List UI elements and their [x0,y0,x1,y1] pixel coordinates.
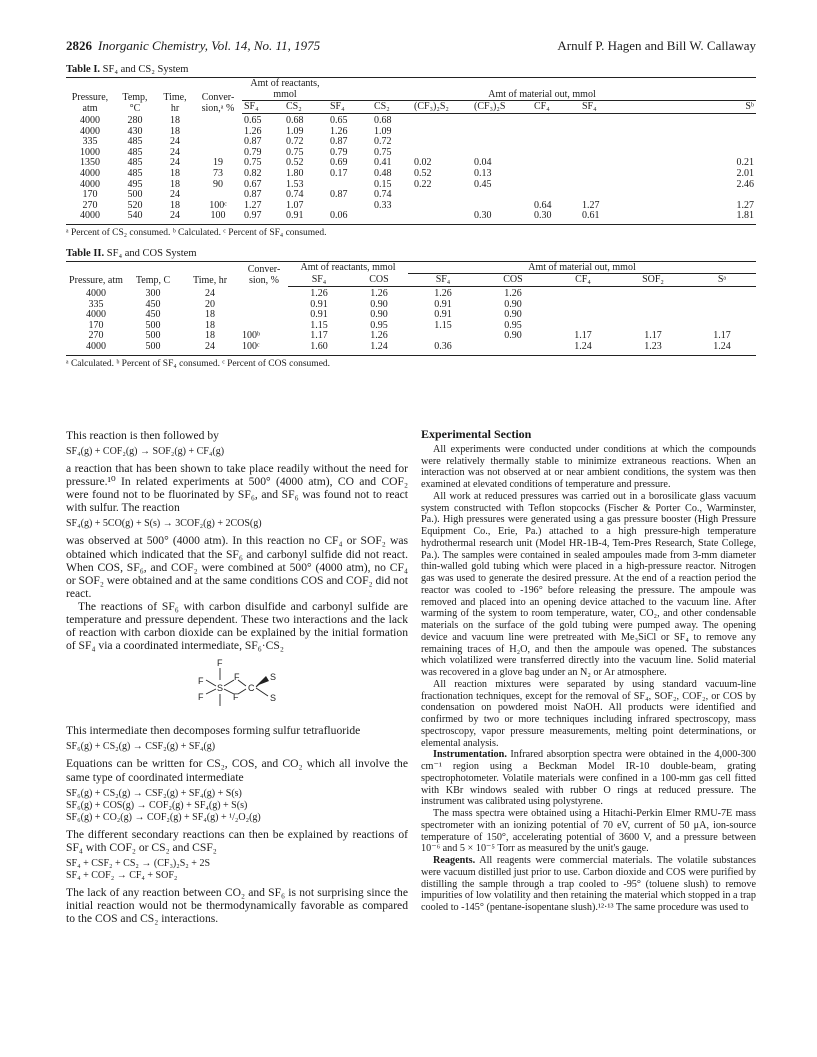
t1-col-header: Time, hr [156,78,194,114]
t1-col-header: (CF₃)₂S [472,101,532,114]
table-cell: 1.17 [574,330,592,342]
table-cell [580,114,628,127]
table-cell: 1.24 [688,342,756,355]
table-cell: 0.91 [434,298,452,310]
t2-col-header: Pressure, atm [66,261,126,286]
table-cell: 0.36 [408,342,478,355]
right-column [421,429,756,925]
journal-citation: Inorganic Chemistry, Vol. 14, No. 11, 1975 [98,38,321,53]
t2-group-out: Amt of material out, mmol [408,261,756,273]
table-cell: 0.17 [330,167,348,179]
body-columns [66,429,756,925]
atom-label: F [198,676,204,687]
table-cell: 1350 [80,157,100,169]
table-cell: 335 [82,136,98,148]
table-cell: 1.09 [286,125,304,137]
table-cell: 485 [127,167,143,179]
table-cell: 1.15 [434,319,452,331]
table-cell: 2.46 [736,178,754,190]
table-cell: 24 [205,287,215,299]
paragraph: The mass spectra were obtained using a Hitachi-Perkin Elmer RMU-7E mass spectrometer with an ionizing potential of 70 eV, current of 50 μA, ion-source temperature of 150°, accelerating potential of 3600 V, and a pressure between 10⁻⁶ and 5 × 10⁻⁵ Torr as measured by the unit's gauge. [421,808,756,855]
table-cell: 24 [156,211,194,224]
table-cell: 0.91 [310,298,328,310]
molecule-diagram [186,656,306,720]
equation: SF₆(g) + CS₂(g) → CSF₂(g) + SF₄(g) + S(s) [66,787,242,799]
table-cell: 0.67 [244,178,262,190]
table-cell: 0.04 [474,157,492,169]
table-cell: 520 [127,199,143,211]
table-cell [618,300,688,311]
table-cell: 4000 [80,114,100,126]
table-cell: 485 [127,136,143,148]
table-cell: 100ᶜ [240,342,288,355]
table-cell: 0.90 [504,330,522,342]
table-cell: 1.27 [736,199,754,211]
table-cell: 4000 [80,125,100,137]
table-cell: 1.80 [286,167,304,179]
subheading: Instrumentation. [433,749,507,761]
table-cell: 500 [126,342,180,355]
left-column [66,429,408,925]
page-number: 2826 [66,38,92,53]
table-cell: 18 [205,319,215,331]
table-cell [688,286,756,299]
table-cell: 0.91 [310,309,328,321]
table-cell: 100ᶜ [209,199,227,211]
table-cell: 170 [82,189,98,201]
table-cell [628,137,756,148]
table-cell [240,310,288,321]
table2-label: Table II. [66,247,105,259]
table-cell: 0.61 [580,211,628,224]
table-cell: 0.72 [374,136,392,148]
subheading: Reagents. [433,855,476,866]
table-cell [548,286,618,299]
table-cell: 0.79 [244,146,262,158]
table-cell [532,158,580,169]
t1-col-header: Pressure, atm [66,78,114,114]
table-cell: 270 [82,199,98,211]
table-cell [412,114,472,127]
table-cell: 0.75 [244,157,262,169]
table-cell: 1.60 [288,342,350,355]
paragraph: The different secondary reactions can then be explained by reactions of SF₄ with COF₂ or CS₂ and CSF₂ [66,827,408,854]
table-cell: 0.91 [434,309,452,321]
table-cell: 0.64 [534,199,552,211]
table-cell [412,127,472,138]
table-cell [580,158,628,169]
paragraph-text: All reagents were commercial materials. The volatile substances were vacuum distilled just prior to use. Carbon dioxide and COS were purified by distilling the sample through a trap cooled to -95° (toluene slush) to remove impurities of low volatility and then retaining the material which stopped in a trap cooled to -145° (pentane-isopentane slush).¹²·¹³ The same procedure was used to [421,855,757,913]
table-cell [472,127,532,138]
table-cell: 540 [114,211,156,224]
t2-col-header: COS [478,273,548,286]
table-cell: 450 [145,309,161,321]
table-cell [618,286,688,299]
atom-label: F [217,658,223,669]
t2-col-header: SF₄ [288,273,350,286]
table-cell: 24 [170,136,180,148]
table-cell: 18 [170,114,180,126]
paragraph: This intermediate then decomposes forming sulfur tetrafluoride [66,724,361,738]
table1-label: Table I. [66,64,101,75]
table-cell [688,300,756,311]
table-cell: 500 [145,330,161,342]
table-cell: 0.74 [286,189,304,201]
t1-col-header: CF₄ [532,101,580,114]
table-cell: 1.27 [582,199,600,211]
table-row [66,211,756,224]
table-cell [532,148,580,159]
table-cell: 19 [213,157,223,169]
table-cell: 18 [170,167,180,179]
table-cell: 100 [194,211,242,224]
table-cell: 0.41 [374,157,392,169]
table-cell: 24 [170,146,180,158]
table-cell: 100ᵇ [242,330,261,342]
table2-footnote: ᵃ Calculated. ᵇ Percent of SF₄ consumed. ᶜ Percent of COS consumed. [66,358,331,369]
equation: SF₆(g) + COS(g) → COF₂(g) + SF₄(g) + S(s) [66,799,248,811]
table-cell: 0.30 [532,211,580,224]
equation: SF₄(g) + 5CO(g) + S(s) → 3COF₂(g) + 2COS(g) [66,518,262,530]
atom-label: S [270,672,277,683]
t1-group-out: Amt of material out, mmol [328,78,756,101]
table-cell: 0.02 [414,157,432,169]
table-cell: 1.26 [370,287,388,299]
table-cell: 0.68 [374,115,392,126]
atom-label: F [233,692,239,703]
table-cell: 0.95 [504,319,522,331]
table-cell [372,211,412,224]
table-cell [412,211,472,224]
paragraph: was observed at 500° (4000 atm). In this reaction no CF₄ or SOF₂ was obtained which indicated that the SF₆ and carbonyl sulfide did not react. When COS, SF₆, and COF₂ were combined at 500° (4000 atm), no CF₄ or SOF₂ were obtained and at the same conditions COS and COF₂ did not react. [66,534,409,600]
table-cell: 0.75 [286,146,304,158]
equation: SF₄ + CSF₂ + CS₂ → (CF₃)₂S₂ + 2S [66,857,210,869]
table-cell: 20 [205,298,215,310]
table-cell [580,127,628,138]
table-cell: 1.24 [350,342,408,355]
table-cell: 1.15 [310,319,328,331]
t2-col-header: SOF₂ [618,273,688,286]
table-cell: 18 [170,199,180,211]
table-cell: 18 [205,330,215,342]
table-cell [472,114,532,127]
table-cell [240,300,288,311]
table-cell: 0.90 [504,309,522,321]
table-cell: 485 [127,146,143,158]
table-cell: 0.52 [286,157,304,169]
table-cell: 1.24 [548,342,618,355]
table-cell: 1.26 [434,287,452,299]
table-cell: 1.26 [310,287,328,299]
table-cell: 0.65 [244,115,262,126]
table1-footnote: ᵃ Percent of CS₂ consumed. ᵇ Calculated. ᶜ Percent of SF₄ consumed. [66,227,327,238]
table-cell [472,137,532,148]
table-cell [628,127,756,138]
table-cell: 24 [170,157,180,169]
table-cell: 0.74 [374,189,392,201]
paragraph: The reactions of SF₆ with carbon disulfide and carbonyl sulfide are temperature and pressure dependent. These two interactions and the lack of reaction with carbon dioxide can be explained by the initial formation of SF₄ via a coordinated intermediate, SF₆·CS₂ [66,599,408,653]
table1-title: SF₄ and CS₂ System [102,64,189,75]
paragraph: All work at reduced pressures was carried out in a borosilicate glass vacuum system constructed with Teflon stopcocks (Fischer & Porter Co., Warminster, Pa.). High pressures were generated using a gas pressure booster (High Pressure Equipment Co., Erie, Pa.) attached to a high pressure-high temperature hydrothermal research unit (Model HR-1B-4, Tem-Pres Research, State College, Pa.). The samples were contained in sealed ampoules made from 3-mm diameter thin-walled gold tubing which were placed in a high-pressure reactor. Nitrogen gas was used to generate the desired pressure. At the end of a reaction period the reactor was cooled to -196° before releasing the pressure. The ampoule was removed and placed into an opening device attached to the vacuum line. After warming of the system to room temperature, water, CO₂, and other condensable materials on the surface of the gold tubing were pumped away. The opening device and vacuum line were pretreated with Me₃SiCl or SF₄ to remove any remaining traces of H₂O, and then the ampoule was opened. The substances which volatilized were transferred directly into the vacuum line. Solid material was recovered in a glove bag under an N₂ or Ar atmosphere. [421,490,756,678]
table-cell: 0.30 [472,211,532,224]
table-cell: 0.87 [244,136,262,148]
t2-col-header: Conver- sion, % [240,261,288,286]
table-cell: 500 [145,319,161,331]
table-cell [580,169,628,180]
table-cell: 0.48 [374,167,392,179]
table-cell: 0.75 [374,146,392,158]
table-cell [580,137,628,148]
table1-body [66,114,756,225]
table-cell: 0.91 [284,211,328,224]
t1-col-header: Sᵇ [628,101,756,114]
t1-col-header: SF₄ [580,101,628,114]
table-cell [618,310,688,321]
table-cell: 495 [127,178,143,190]
table-cell: 430 [127,125,143,137]
table-cell: 18 [205,309,215,321]
table-cell: 1.26 [244,125,262,137]
table-cell: 0.13 [474,167,492,179]
table-cell: 0.72 [286,136,304,148]
table-cell [548,300,618,311]
equation: SF₄(g) + COF₂(g) → SOF₂(g) + CF₄(g) [66,446,225,458]
t2-col-header: CF₄ [548,273,618,286]
table-row [66,114,756,127]
t2-col-header: Sᵃ [688,273,756,286]
table-cell: 1.17 [644,330,662,342]
table-row [66,342,756,355]
table-cell [194,114,242,127]
table2-caption [66,248,756,259]
table-cell: 1.26 [330,125,348,137]
table-cell: 170 [88,319,104,331]
table1-caption [66,64,756,75]
table-cell: 24 [180,342,240,355]
table-cell: 0.65 [330,115,348,126]
t1-col-header: Conver- sion,ᵃ % [194,78,242,114]
table-cell: 1.26 [504,287,522,299]
table-cell [412,201,472,212]
t2-col-header: SF₄ [408,273,478,286]
table-row [66,310,756,321]
paragraph: Equations can be written for CS₂, COS, and CO₂ which all involve the same type of coordinated intermediate [66,757,408,784]
table-cell: 450 [145,298,161,310]
table-cell: 0.69 [330,157,348,169]
table-cell [532,114,580,127]
table-cell: 1.27 [244,199,262,211]
table-cell: 24 [170,189,180,201]
t1-col-header: Temp, °C [114,78,156,114]
t1-col-header: CS₂ [284,101,328,114]
table-cell [478,342,548,355]
table-cell: 0.95 [370,319,388,331]
t1-group-reactants: Amt of reactants, mmol [242,78,328,101]
t2-col-header: Time, hr [180,261,240,286]
intermediate-structure [66,656,408,720]
table-cell: 4000 [80,178,100,190]
table1 [66,77,756,225]
table-cell [580,180,628,191]
t1-col-header: (CF₃)₂S₂ [412,101,472,114]
table-cell: 0.15 [374,178,392,190]
equation: SF₆(g) + CS₂(g) → CSF₂(g) + SF₄(g) [66,741,216,753]
table-cell: 90 [213,178,223,190]
table-cell: 4000 [66,211,114,224]
table-cell: 1.23 [618,342,688,355]
table2 [66,261,756,356]
table-cell: 0.33 [374,199,392,211]
table-cell: 270 [88,330,104,342]
table-cell: 0.06 [328,211,372,224]
table-cell [532,169,580,180]
table-cell [194,137,242,148]
table-cell [240,286,288,299]
table-cell: 0.22 [414,178,432,190]
table-cell: 1.26 [370,330,388,342]
atom-label: C [248,683,255,694]
table-cell: 0.21 [736,157,754,169]
table-cell: 1.09 [374,125,392,137]
table-cell: 4000 [86,287,106,299]
table-cell: 0.45 [474,178,492,190]
equation: SF₆(g) + CO₂(g) → COF₂(g) + SF₄(g) + ¹/₂O₂(g) [66,811,261,823]
table-cell: 73 [213,167,223,179]
section-heading: Experimental Section [421,427,532,441]
table-cell: 1.53 [286,178,304,190]
table-row [66,300,756,311]
table-cell: 4000 [86,309,106,321]
table-cell: 0.82 [244,167,262,179]
table-cell: 0.97 [242,211,284,224]
paragraph: a reaction that has been shown to take place readily without the need for pressure.¹⁰ In related experiments at 500° (4000 atm), CO and COF₂ were found not to be fluorinated by SF₆, and SF₆ was found not to react with sulfur. The reaction [66,462,408,515]
table-cell: 0.87 [244,189,262,201]
table-cell [532,180,580,191]
table-cell [688,310,756,321]
t2-col-header: Temp, C [126,261,180,286]
table-row [66,169,756,180]
table-cell: 1.07 [286,199,304,211]
table-cell [412,190,472,201]
table-cell: 335 [88,298,104,310]
author-line: Arnulf P. Hagen and Bill W. Callaway [557,38,756,53]
table-cell: 0.68 [286,115,304,126]
paragraph [421,749,756,808]
running-header [66,38,756,56]
t2-group-reactants: Amt of reactants, mmol [288,261,408,273]
table-cell: 4000 [66,342,126,355]
table-cell: 4000 [80,167,100,179]
table-cell: 1.17 [310,330,328,342]
table-cell [628,114,756,127]
table2-title: SF₄ and COS System [106,247,197,259]
table-cell: 18 [170,178,180,190]
paragraph: This reaction is then followed by [66,429,219,442]
atom-label: S [217,683,224,694]
table-cell: 0.87 [330,189,348,201]
table2-body [66,286,756,355]
atom-label: F [198,692,204,703]
table-cell: 0.90 [504,298,522,310]
table-cell: 0.87 [330,136,348,148]
t1-col-header: CS₂ [372,101,412,114]
t2-col-header: COS [350,273,408,286]
equation: SF₄ + COF₂ → CF₄ + SOF₂ [66,869,178,881]
table-row [66,286,756,299]
table-cell: 0.52 [414,167,432,179]
paragraph [421,855,756,914]
table-cell [580,148,628,159]
paragraph: The lack of any reaction between CO₂ and SF₆ is not surprising since the initial reaction would not be thermodynamically favorable as compared to the COS and CS₂ interactions. [66,885,408,925]
table-cell: 500 [127,189,143,201]
table-cell [532,137,580,148]
table-cell: 0.90 [370,298,388,310]
atom-label: S [270,693,277,704]
table-cell [194,127,242,138]
table-cell [472,190,532,201]
table-cell [548,310,618,321]
journal-page [66,38,757,925]
paragraph: All experiments were conducted under conditions at which the compounds were relatively thermally stable to minimize extraneous reactions. When an interaction was not observed at or near ambient conditions, the system was then examined at elevated conditions of temperature and pressure. [421,443,756,490]
table-cell: 300 [145,287,161,299]
t1-col-header: SF₄ [242,101,284,114]
table-cell: 1000 [80,146,100,158]
table-cell: 485 [127,157,143,169]
paragraph-text: Infrared absorption spectra were obtained in the 4,000-300 cm⁻¹ region using a Beckman Model IR-10 double-beam, grating spectrophotometer. Volatile materials were confined in a 100-mm gas cell fitted with KBr windows sealed with rubber O rings at reduced pressure. The instrument was calibrated using polystyrene. [421,749,756,808]
table-cell: 0.90 [370,309,388,321]
table-cell: 280 [127,114,143,126]
table-cell [412,137,472,148]
table-cell: 1.17 [713,330,731,342]
table-cell: 1.81 [628,211,756,224]
table-cell: 2.01 [736,167,754,179]
paragraph: All reaction mixtures were separated by using standard vacuum-line fractionation techniques, except for the removal of SF₄, SOF₂, COF₂, or COS by condensation on powdered moist NaOH. All products were identified and confirmed by two or more techniques including infrared spectroscopy, mass spectroscopy, vapor pressure measurements, melting point determinations, or elemental analysis. [421,678,756,749]
table-cell [532,127,580,138]
t1-col-header: SF₄ [328,101,372,114]
table-cell: 0.79 [330,146,348,158]
table-cell: 18 [170,125,180,137]
atom-label: F [234,672,240,683]
